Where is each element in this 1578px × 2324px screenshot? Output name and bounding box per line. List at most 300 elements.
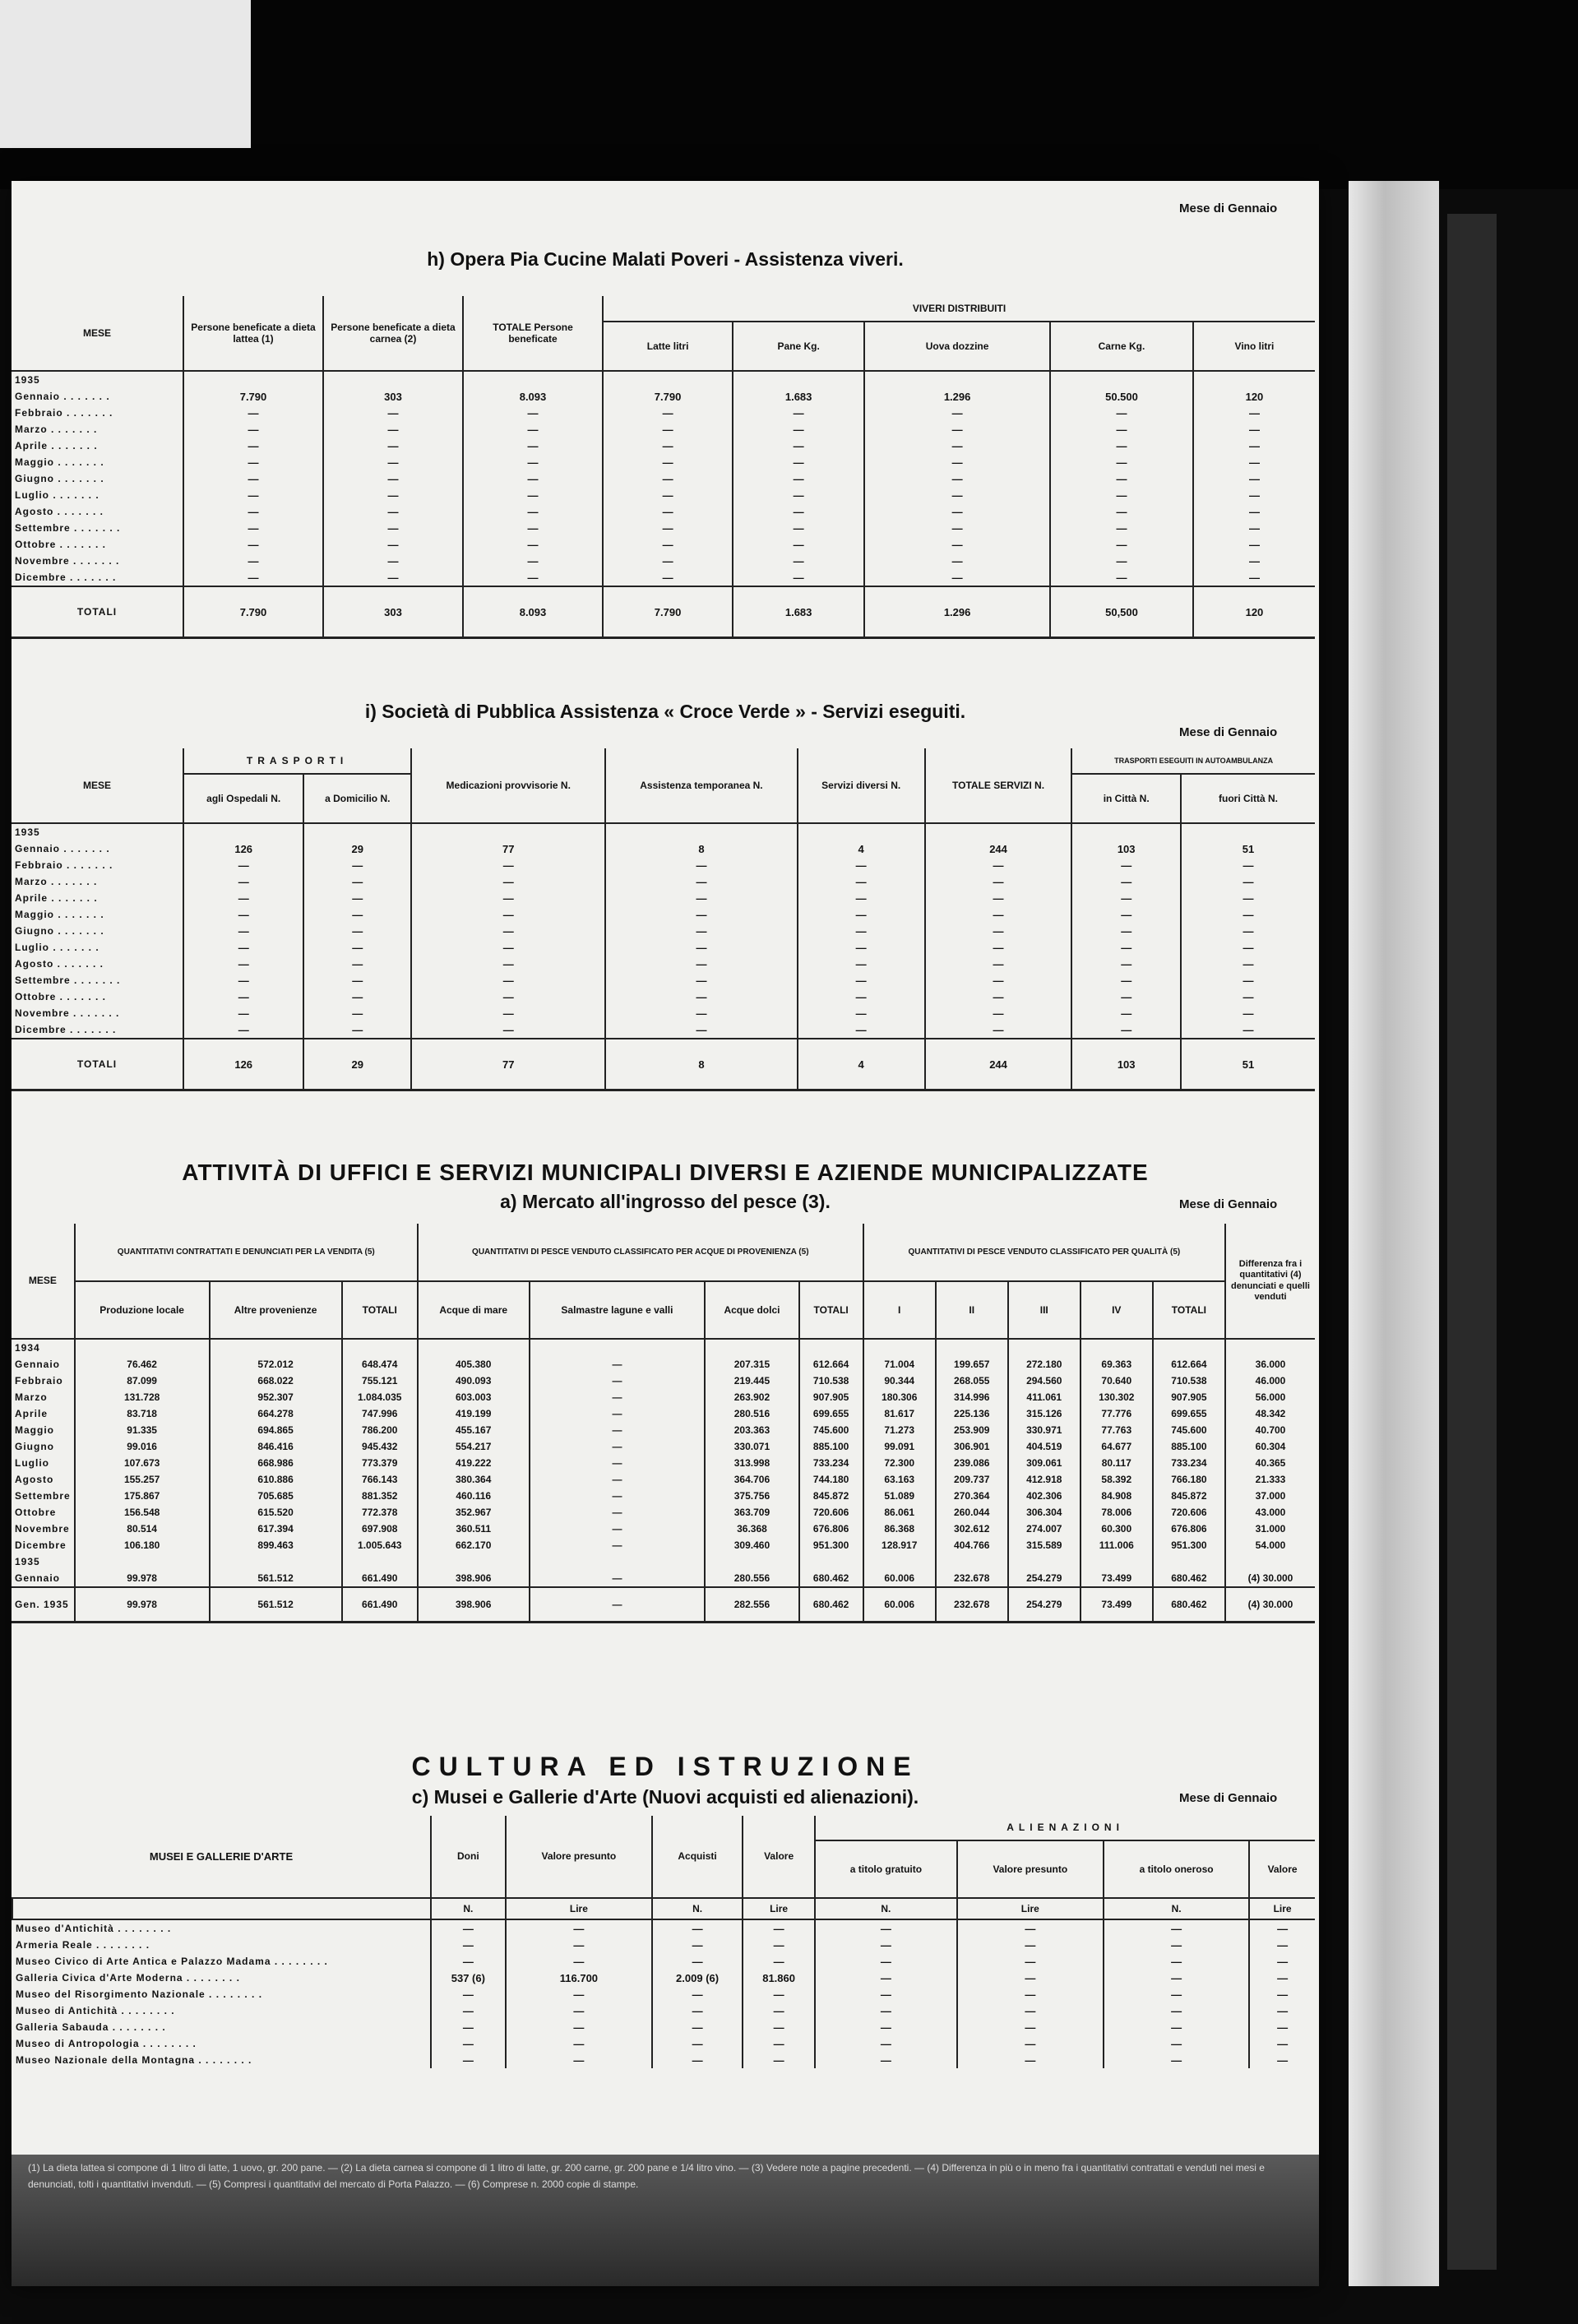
total-cell: 8.093 — [463, 586, 603, 638]
data-cell: — — [605, 939, 797, 956]
total-cell: 303 — [323, 586, 463, 638]
data-cell: — — [925, 906, 1072, 923]
data-cell: — — [957, 1953, 1104, 1970]
data-cell: — — [183, 1005, 303, 1021]
data-cell: — — [605, 857, 797, 873]
table-row — [12, 972, 1315, 988]
data-cell: 64.677 — [1081, 1438, 1153, 1455]
scan-border-left — [0, 0, 251, 148]
museum-row — [12, 1953, 1315, 1970]
data-cell: 56.000 — [1225, 1389, 1315, 1405]
data-cell: 668.986 — [210, 1455, 342, 1471]
table-row — [12, 1537, 1315, 1553]
data-cell: 2.009 (6) — [652, 1970, 743, 1986]
opera-pia-totals-row — [12, 586, 1315, 638]
book-edge — [1447, 214, 1497, 2270]
data-cell: — — [431, 2002, 506, 2019]
data-cell: — — [603, 470, 733, 487]
col-header: Salmastre lagune e valli — [530, 1281, 706, 1339]
data-cell: — — [605, 923, 797, 939]
empty-cell — [1081, 1339, 1153, 1356]
col-servizi-diversi: Servizi diversi N. — [798, 748, 925, 823]
data-cell: — — [925, 923, 1072, 939]
month-label: Gennaio . . . . . . . — [15, 843, 110, 854]
data-cell: — — [323, 536, 463, 553]
month-label: Agosto . . . . . . . — [15, 506, 104, 517]
data-cell: — — [1249, 1937, 1315, 1953]
data-cell: — — [530, 1570, 706, 1587]
data-cell: — — [652, 1953, 743, 1970]
data-cell: — — [798, 972, 925, 988]
data-cell: — — [652, 2019, 743, 2035]
data-cell: 199.657 — [936, 1356, 1008, 1373]
col-latte: Latte litri — [603, 322, 733, 371]
data-cell: 561.512 — [210, 1587, 342, 1623]
total-cell: 7.790 — [603, 586, 733, 638]
data-cell: — — [183, 956, 303, 972]
col-acquisti: Acquisti — [652, 1816, 743, 1898]
data-cell: 272.180 — [1008, 1356, 1081, 1373]
museum-row — [12, 1937, 1315, 1953]
data-cell: — — [183, 939, 303, 956]
data-cell: 130.302 — [1081, 1389, 1153, 1405]
data-cell: — — [1249, 1919, 1315, 1937]
data-cell: — — [652, 2052, 743, 2068]
data-cell: 8.093 — [463, 388, 603, 405]
data-cell: 306.901 — [936, 1438, 1008, 1455]
data-cell: — — [1193, 437, 1315, 454]
data-cell: — — [463, 487, 603, 503]
group-trasporti: TRASPORTI — [183, 748, 411, 774]
data-cell: — — [411, 857, 605, 873]
data-cell: 71.273 — [863, 1422, 936, 1438]
section-attivita-title: ATTIVITÀ DI UFFICI E SERVIZI MUNICIPALI DIVERSI E AZIENDE MUNICIPALIZZATE — [182, 1160, 1149, 1185]
data-cell: — — [652, 1986, 743, 2002]
table-row — [12, 470, 1315, 487]
data-cell: — — [183, 470, 323, 487]
data-cell: 51.089 — [863, 1488, 936, 1504]
group-qualita: QUANTITATIVI DI PESCE VENDUTO CLASSIFICATO PER QUALITÀ (5) — [863, 1224, 1225, 1281]
data-cell: 77.763 — [1081, 1422, 1153, 1438]
month-label: Agosto . . . . . . . — [15, 958, 104, 970]
data-cell: 907.905 — [1153, 1389, 1225, 1405]
data-cell: — — [1104, 1953, 1249, 1970]
data-cell: 36.368 — [705, 1521, 798, 1537]
data-cell: 881.352 — [342, 1488, 418, 1504]
data-cell: — — [303, 857, 411, 873]
data-cell: 86.368 — [863, 1521, 936, 1537]
data-cell: — — [411, 939, 605, 956]
data-cell: — — [463, 470, 603, 487]
data-cell: — — [605, 972, 797, 988]
data-cell: 419.199 — [418, 1405, 530, 1422]
data-cell: 99.016 — [75, 1438, 210, 1455]
data-cell: 280.556 — [705, 1570, 798, 1587]
unit-header: Lire — [957, 1898, 1104, 1919]
data-cell: 680.462 — [1153, 1570, 1225, 1587]
data-cell: 772.378 — [342, 1504, 418, 1521]
table-row — [12, 939, 1315, 956]
month-label: Novembre . . . . . . . — [15, 1007, 120, 1019]
data-cell: — — [798, 988, 925, 1005]
data-cell: 907.905 — [799, 1389, 863, 1405]
data-cell: 7.790 — [183, 388, 323, 405]
data-cell: — — [864, 569, 1050, 586]
col-pane: Pane Kg. — [733, 322, 864, 371]
empty-header — [12, 1898, 431, 1919]
total-cell: 120 — [1193, 586, 1315, 638]
empty-cell — [75, 1553, 210, 1570]
data-cell: 77.776 — [1081, 1405, 1153, 1422]
data-cell: — — [733, 405, 864, 421]
data-cell: — — [652, 1919, 743, 1937]
col-header: TOTALI — [1153, 1281, 1225, 1339]
data-cell: — — [733, 437, 864, 454]
data-cell: — — [303, 988, 411, 1005]
month-label: Luglio . . . . . . . — [15, 942, 99, 953]
total-cell: 50,500 — [1050, 586, 1193, 638]
data-cell: — — [603, 520, 733, 536]
data-cell: — — [303, 906, 411, 923]
data-cell: — — [652, 2002, 743, 2019]
data-cell: — — [1104, 2019, 1249, 2035]
table-croce-verde — [12, 748, 1315, 1091]
col-header: III — [1008, 1281, 1081, 1339]
empty-cell — [411, 823, 605, 840]
data-cell: — — [1193, 520, 1315, 536]
data-cell: 306.304 — [1008, 1504, 1081, 1521]
data-cell: — — [323, 487, 463, 503]
data-cell: 81.860 — [743, 1970, 815, 1986]
data-cell: 54.000 — [1225, 1537, 1315, 1553]
data-cell: 662.170 — [418, 1537, 530, 1553]
data-cell: 612.664 — [1153, 1356, 1225, 1373]
data-cell: — — [323, 437, 463, 454]
col-header: IV — [1081, 1281, 1153, 1339]
empty-cell — [303, 823, 411, 840]
col-header: Produzione locale — [75, 1281, 210, 1339]
data-cell: — — [506, 1986, 652, 2002]
data-cell: — — [506, 2035, 652, 2052]
data-cell: — — [1071, 873, 1181, 890]
data-cell: — — [1181, 972, 1315, 988]
data-cell: — — [1193, 470, 1315, 487]
data-cell: — — [864, 470, 1050, 487]
data-cell: — — [530, 1471, 706, 1488]
data-cell: 46.000 — [1225, 1373, 1315, 1389]
data-cell: — — [798, 906, 925, 923]
data-cell: — — [743, 1919, 815, 1937]
data-cell: 254.279 — [1008, 1587, 1081, 1623]
month-label: Giugno . . . . . . . — [15, 925, 104, 937]
museum-row — [12, 2002, 1315, 2019]
data-cell: — — [925, 857, 1072, 873]
data-cell: 945.432 — [342, 1438, 418, 1455]
museum-row — [12, 2019, 1315, 2035]
data-cell: — — [743, 1953, 815, 1970]
month-label: Gennaio — [15, 1359, 61, 1370]
data-cell: — — [530, 1521, 706, 1537]
data-cell: 720.606 — [799, 1504, 863, 1521]
empty-cell — [210, 1339, 342, 1356]
data-cell: 203.363 — [705, 1422, 798, 1438]
unit-header: Lire — [1249, 1898, 1315, 1919]
data-cell: — — [183, 857, 303, 873]
year-row — [12, 1553, 1315, 1570]
empty-cell — [605, 823, 797, 840]
data-cell: — — [1249, 2035, 1315, 2052]
data-cell: 710.538 — [799, 1373, 863, 1389]
data-cell: 314.996 — [936, 1389, 1008, 1405]
data-cell: — — [463, 503, 603, 520]
data-cell: — — [1181, 906, 1315, 923]
data-cell: — — [1104, 1970, 1249, 1986]
empty-cell — [342, 1339, 418, 1356]
data-cell: — — [864, 503, 1050, 520]
col-valore: Valore — [743, 1816, 815, 1898]
table-row — [12, 840, 1315, 857]
table-row — [12, 487, 1315, 503]
data-cell: — — [1181, 873, 1315, 890]
total-cell: 51 — [1181, 1039, 1315, 1090]
data-cell: — — [506, 2002, 652, 2019]
data-cell: 263.902 — [705, 1389, 798, 1405]
data-cell: — — [463, 520, 603, 536]
col-fuori-citta: fuori Città N. — [1181, 774, 1315, 823]
empty-cell — [863, 1339, 936, 1356]
year-label: 1934 — [15, 1342, 40, 1354]
table-row — [12, 923, 1315, 939]
empty-cell — [863, 1553, 936, 1570]
data-cell: — — [1193, 405, 1315, 421]
total-cell: 77 — [411, 1039, 605, 1090]
table-row — [12, 1373, 1315, 1389]
month-label: Marzo . . . . . . . — [15, 424, 98, 435]
data-cell: 766.180 — [1153, 1471, 1225, 1488]
group-acque: QUANTITATIVI DI PESCE VENDUTO CLASSIFICATO PER ACQUE DI PROVENIENZA (5) — [418, 1224, 863, 1281]
data-cell: (4) 30.000 — [1225, 1570, 1315, 1587]
data-cell: 1.296 — [864, 388, 1050, 405]
total-cell: 1.683 — [733, 586, 864, 638]
data-cell: — — [463, 536, 603, 553]
group-viveri: VIVERI DISTRIBUITI — [603, 296, 1315, 322]
data-cell: 309.061 — [1008, 1455, 1081, 1471]
data-cell: — — [733, 520, 864, 536]
data-cell: 309.460 — [705, 1537, 798, 1553]
data-cell: — — [1193, 421, 1315, 437]
data-cell: — — [1050, 553, 1193, 569]
empty-cell — [799, 1553, 863, 1570]
data-cell: 680.462 — [799, 1587, 863, 1623]
table-mercato-pesce — [12, 1224, 1315, 1623]
month-label: Maggio . . . . . . . — [15, 456, 104, 468]
data-cell: 80.117 — [1081, 1455, 1153, 1471]
data-cell: — — [603, 487, 733, 503]
data-cell: — — [431, 1953, 506, 1970]
data-cell: 455.167 — [418, 1422, 530, 1438]
data-cell: — — [743, 2052, 815, 2068]
col-header: Altre provenienze — [210, 1281, 342, 1339]
col-header: TOTALI — [799, 1281, 863, 1339]
data-cell: — — [183, 405, 323, 421]
data-cell: — — [1181, 923, 1315, 939]
data-cell: — — [1104, 2002, 1249, 2019]
empty-cell — [1008, 1553, 1081, 1570]
data-cell: 80.514 — [75, 1521, 210, 1537]
data-cell: — — [1071, 890, 1181, 906]
empty-cell — [1008, 1339, 1081, 1356]
data-cell: 360.511 — [418, 1521, 530, 1537]
data-cell: 50.500 — [1050, 388, 1193, 405]
table-row — [12, 906, 1315, 923]
data-cell: — — [183, 569, 323, 586]
data-cell: — — [957, 2019, 1104, 2035]
col-titolo-gratuito: a titolo gratuito — [815, 1840, 956, 1898]
museum-row — [12, 1986, 1315, 2002]
data-cell: — — [925, 956, 1072, 972]
table-row — [12, 388, 1315, 405]
table-opera-pia — [12, 296, 1315, 639]
col-domicilio: a Domicilio N. — [303, 774, 411, 823]
month-label: Luglio — [15, 1457, 49, 1469]
table-row — [12, 988, 1315, 1005]
month-header-i: Mese di Gennaio — [1179, 725, 1278, 739]
data-cell: 232.678 — [936, 1587, 1008, 1623]
data-cell: — — [798, 939, 925, 956]
data-cell: 99.978 — [75, 1587, 210, 1623]
data-cell: — — [1249, 1986, 1315, 2002]
empty-cell — [1153, 1553, 1225, 1570]
month-label: Aprile . . . . . . . — [15, 440, 98, 451]
month-label: Dicembre . . . . . . . — [15, 1024, 117, 1035]
data-cell: 460.116 — [418, 1488, 530, 1504]
data-cell: 1.084.035 — [342, 1389, 418, 1405]
croce-verde-totals-row — [12, 1039, 1315, 1090]
data-cell: 951.300 — [1153, 1537, 1225, 1553]
data-cell: — — [1050, 470, 1193, 487]
data-cell: — — [463, 553, 603, 569]
data-cell: — — [798, 923, 925, 939]
data-cell: — — [411, 890, 605, 906]
data-cell: 561.512 — [210, 1570, 342, 1587]
data-cell: — — [1050, 405, 1193, 421]
data-cell: — — [815, 1937, 956, 1953]
data-cell: 315.589 — [1008, 1537, 1081, 1553]
data-cell: 786.200 — [342, 1422, 418, 1438]
table-row — [12, 890, 1315, 906]
data-cell: — — [815, 2019, 956, 2035]
month-label: Settembre . . . . . . . — [15, 522, 121, 534]
data-cell: 733.234 — [799, 1455, 863, 1471]
month-label: Ottobre . . . . . . . — [15, 991, 107, 1002]
museum-name: Galleria Civica d'Arte Moderna . . . . . . . . — [16, 1972, 240, 1984]
data-cell: 661.490 — [342, 1570, 418, 1587]
data-cell: — — [323, 405, 463, 421]
data-cell: — — [1104, 2052, 1249, 2068]
empty-cell — [75, 1339, 210, 1356]
data-cell: 90.344 — [863, 1373, 936, 1389]
data-cell: — — [1181, 1005, 1315, 1021]
data-cell: — — [183, 520, 323, 536]
data-cell: — — [815, 2052, 956, 2068]
month-label: Dicembre — [15, 1539, 67, 1551]
data-cell: 60.304 — [1225, 1438, 1315, 1455]
empty-cell — [733, 371, 864, 388]
opera-pia-year-row — [12, 371, 1315, 388]
data-cell: — — [530, 1356, 706, 1373]
month-label: Settembre . . . . . . . — [15, 975, 121, 986]
col-medicazioni: Medicazioni provvisorie N. — [411, 748, 605, 823]
section-a-title: a) Mercato all'ingrosso del pesce (3). — [500, 1191, 831, 1212]
data-cell: — — [530, 1373, 706, 1389]
data-cell: — — [183, 503, 323, 520]
data-cell: — — [864, 553, 1050, 569]
data-cell: — — [411, 1005, 605, 1021]
col-totale-servizi: TOTALE SERVIZI N. — [925, 748, 1072, 823]
museum-name: Museo di Antichità . . . . . . . . — [16, 2005, 175, 2016]
data-cell: 73.499 — [1081, 1587, 1153, 1623]
data-cell: 72.300 — [863, 1455, 936, 1471]
data-cell: — — [183, 923, 303, 939]
empty-cell — [936, 1339, 1008, 1356]
col-totale-persone: TOTALE Persone beneficate — [463, 296, 603, 371]
document-page — [12, 181, 1319, 2286]
data-cell: 694.865 — [210, 1422, 342, 1438]
month-label: Marzo — [15, 1391, 48, 1403]
data-cell: 747.996 — [342, 1405, 418, 1422]
month-header: Mese di Gennaio — [1179, 201, 1278, 215]
empty-cell — [463, 371, 603, 388]
data-cell: — — [1193, 503, 1315, 520]
data-cell: — — [183, 890, 303, 906]
data-cell: 490.093 — [418, 1373, 530, 1389]
month-label: Settembre — [15, 1490, 71, 1502]
month-label: Giugno . . . . . . . — [15, 473, 104, 484]
data-cell: 36.000 — [1225, 1356, 1315, 1373]
data-cell: — — [1050, 437, 1193, 454]
table-row — [12, 1471, 1315, 1488]
data-cell: — — [1104, 1937, 1249, 1953]
data-cell: — — [1181, 1021, 1315, 1039]
data-cell: — — [1071, 906, 1181, 923]
data-cell: — — [530, 1455, 706, 1471]
col-header: II — [936, 1281, 1008, 1339]
data-cell: — — [411, 956, 605, 972]
table-row — [12, 553, 1315, 569]
table-row — [12, 1389, 1315, 1405]
data-cell: 661.490 — [342, 1587, 418, 1623]
data-cell: — — [183, 1021, 303, 1039]
data-cell: — — [1181, 988, 1315, 1005]
data-cell: — — [1050, 569, 1193, 586]
data-cell: — — [1193, 487, 1315, 503]
data-cell: — — [1050, 536, 1193, 553]
data-cell: 745.600 — [799, 1422, 863, 1438]
data-cell: — — [652, 1937, 743, 1953]
data-cell: — — [1181, 939, 1315, 956]
data-cell: 380.364 — [418, 1471, 530, 1488]
data-cell: — — [183, 437, 323, 454]
data-cell: — — [463, 421, 603, 437]
data-cell: — — [411, 1021, 605, 1039]
data-cell: — — [733, 487, 864, 503]
data-cell: 766.143 — [342, 1471, 418, 1488]
table-row — [12, 1587, 1315, 1623]
data-cell: — — [183, 553, 323, 569]
col-vino: Vino litri — [1193, 322, 1315, 371]
data-cell: 899.463 — [210, 1537, 342, 1553]
data-cell: — — [815, 1953, 956, 1970]
